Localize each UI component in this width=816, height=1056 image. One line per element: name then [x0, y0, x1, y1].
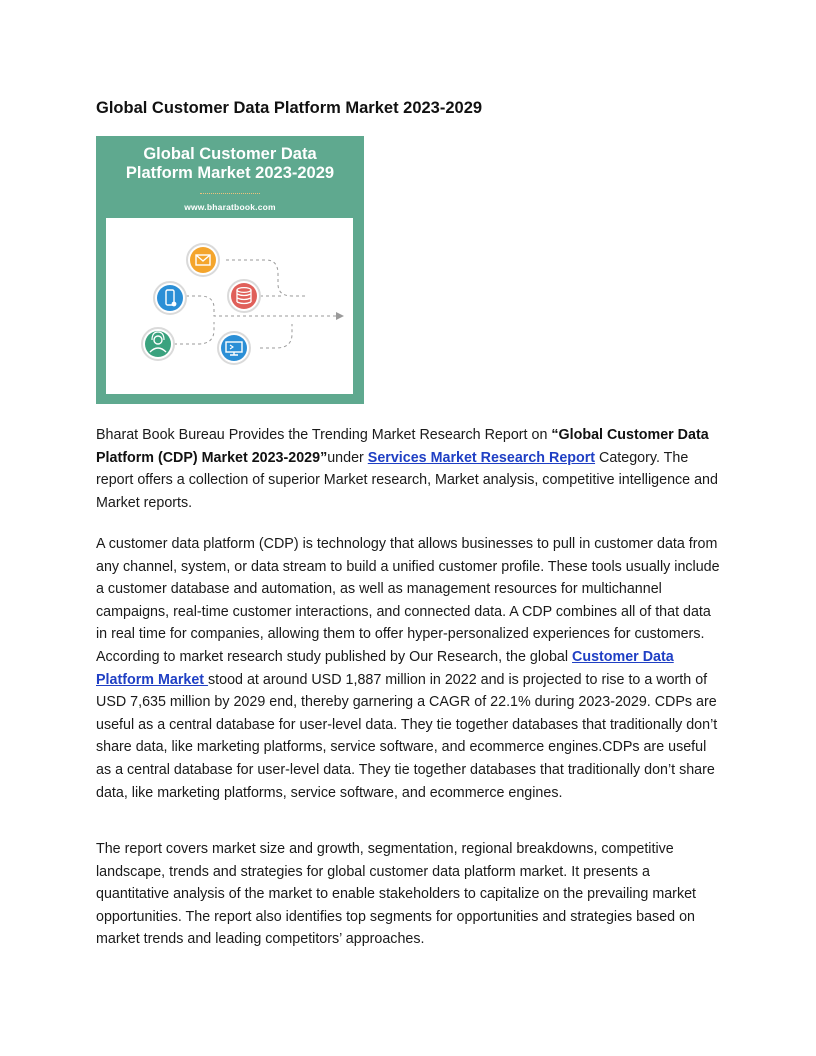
page-title: Global Customer Data Platform Market 2023-2029: [96, 99, 483, 117]
cdp-description-paragraph: [96, 533, 722, 804]
mobile-phone-icon: [154, 282, 186, 314]
cover-website: www.bharatbook.com: [184, 202, 276, 212]
report-coverage-paragraph: The report covers market size and growth, segmentation, regional breakdowns, competitive landscape, trends and strategies for global customer data platform market. It presents a quantitative analysis of the market to enable stakeholders to capitalize on the prevailing market opportunities. The report also identifies top segments for opportunities and strategies based on market trends and leading competitors’ approaches.: [96, 841, 697, 948]
intro-text-c: Category. The report offers a collection of superior Market research, Market analysis, competitive intelligence and Market reports.: [96, 449, 718, 511]
cover-illustration: [106, 218, 353, 394]
arrow-right-icon: [336, 312, 344, 320]
customer-data-platform-market-link[interactable]: Customer Data Platform Market: [96, 648, 674, 688]
intro-paragraph: [96, 424, 722, 514]
support-agent-icon: [142, 328, 174, 360]
cover-title-line-2: Platform Market 2023-2029: [125, 164, 335, 182]
data-flow-diagram: [106, 218, 353, 394]
cover-title: [96, 145, 364, 183]
intro-report-title: “Global Customer Data Platform (CDP) Market 2023-2029”: [96, 427, 709, 466]
intro-text-a: Bharat Book Bureau Provides the Trending Market Research Report on: [96, 427, 552, 443]
report-cover-image: [96, 136, 364, 404]
database-icon: [228, 280, 260, 312]
services-market-research-report-link[interactable]: Services Market Research Report: [367, 449, 596, 466]
monitor-icon: [218, 332, 250, 364]
email-icon: [187, 244, 219, 276]
intro-text-b: under: [327, 449, 368, 466]
cover-title-line-1: Global Customer Data: [143, 145, 317, 163]
cdp-text-a: A customer data platform (CDP) is technology that allows businesses to pull in customer data from any channel, system, or data stream to build a unified customer profile. These tools usually include a customer database and automation, as well as management resources for multichannel campaigns, real-time customer interactions, and connected data. A CDP combines all of that data in real time for companies, allowing them to offer hyper-personalized experiences for customers. According to market research study published by Our Research, the global: [96, 536, 720, 665]
cdp-text-b: stood at around USD 1,887 million in 2022 and is projected to rise to a worth of USD 7,635 million by 2029 end, thereby garnering a CAGR of 22.1% during 2023-2029. CDPs are useful as a central database for user-level data. They tie together databases that traditionally don’t share data, like marketing platforms, service software, and ecommerce engines.CDPs are useful as a central database for user-level data. They tie together databases that traditionally don’t share data, like marketing platforms, service software, and ecommerce engines.: [96, 671, 718, 801]
cover-divider: [200, 193, 260, 194]
